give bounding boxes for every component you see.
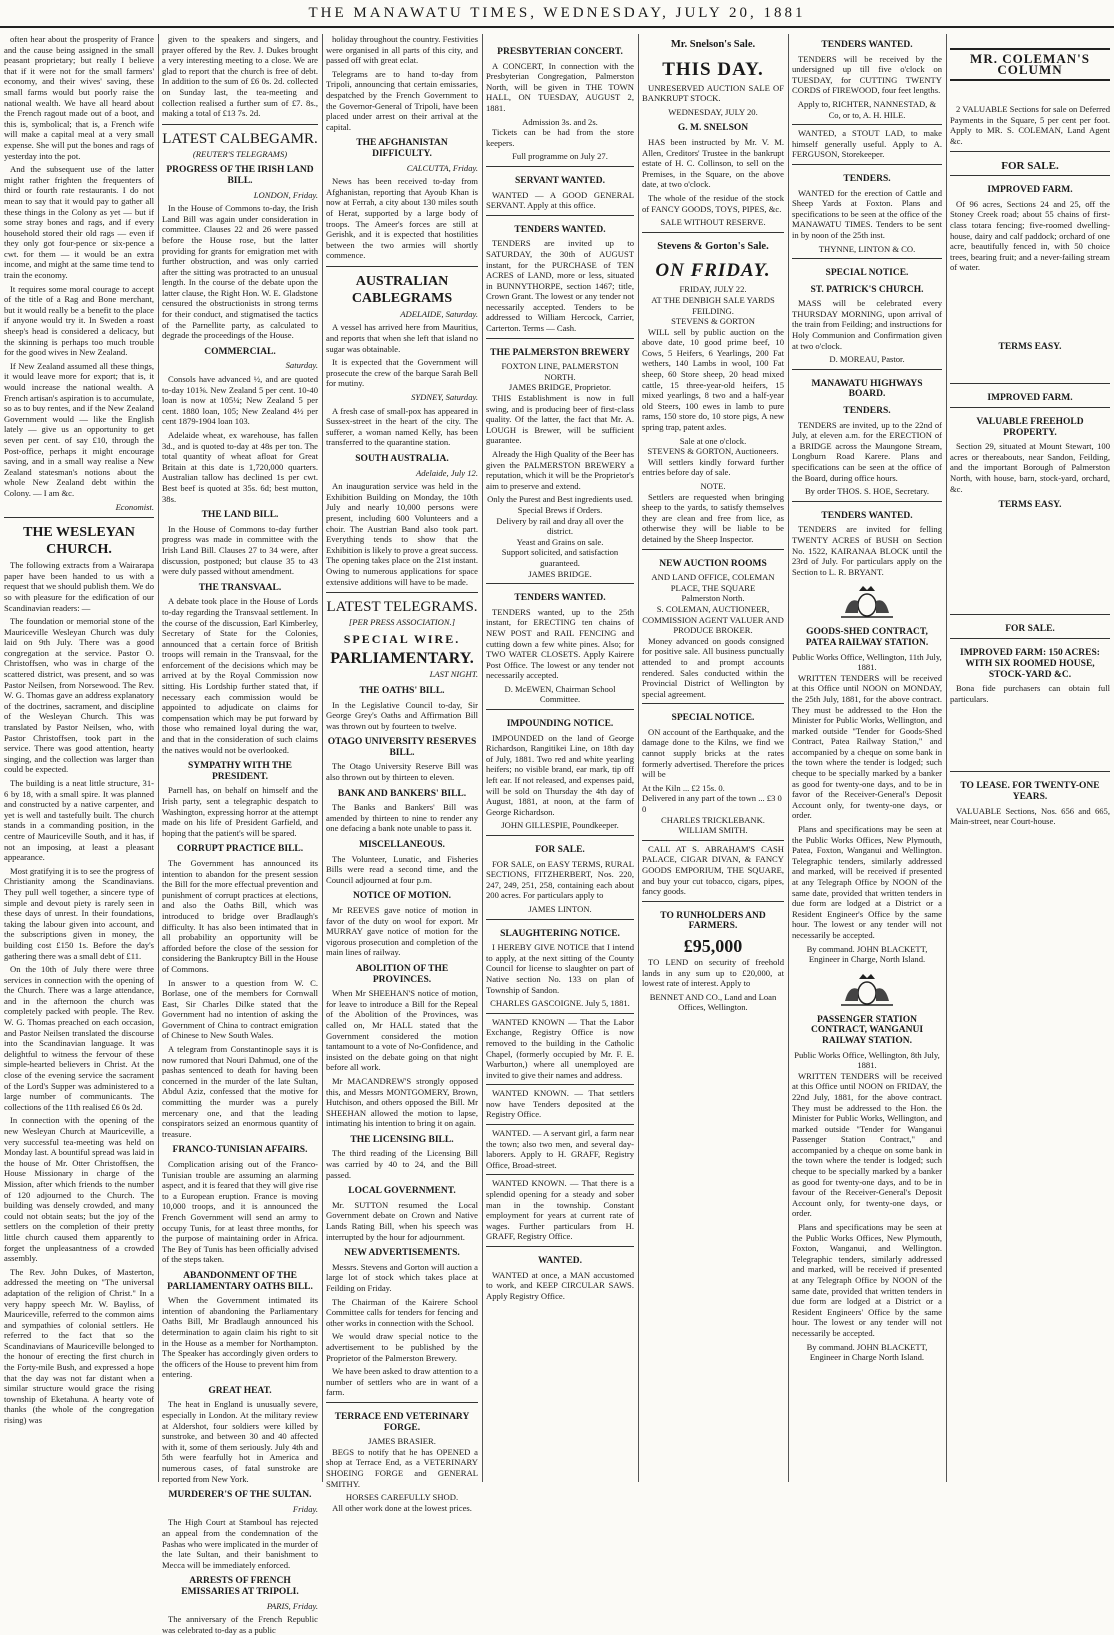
- ad-text: IMPOUNDED on the land of George Richardson, Rangitikei Line, on 18th day of July, 1881. Two red and white yearling heifers; no visible brand, ear mark, tip off left ear. If not released, and expenses paid, will be sold on Thursday the 4th day of August, 1881, at noon, at the farm of George Richardson.: [486, 732, 634, 817]
- ad-text: Admission 3s. and 2s.: [522, 116, 598, 127]
- advertisement: [950, 638, 1110, 767]
- subheading: [PER PRESS ASSOCIATION.]: [348, 617, 456, 628]
- ad-text: Full programme on July 27.: [512, 151, 608, 162]
- ad-text: JAMES LINTON.: [528, 903, 592, 914]
- article-paragraph: Consols have advanced ½, and are quoted to-day 101⅝. New Zealand 5 per cent. 10-40 loan is now at 105¼; New Zealand 5 per cent. 1880 loan, 105; New Zealand 4½ per cent 1879-1904 loan 103.: [162, 374, 318, 427]
- ad-text: WRITTEN TENDERS will be received at this Office until NOON on MONDAY, the 25th July, 1881, for the above contract. They must be addressed to the Hon the Minister for Public Works, Wellington, and marked outside "Tender for Goods-Shed Contract, Patea Railway Station," and accompanied by a cheque on some bank in the town where the tender is lodged; such cheque to be specially marked by a banker as good for twenty-one days, and to be in favor of the Receiver-General's Deposit Account only, for twenty-one days, or order.: [792, 672, 942, 821]
- ad-text: AT THE DENBIGH SALE YARDS FEILDING.: [651, 294, 775, 316]
- advertisement: [642, 549, 784, 700]
- ad-heading: SPECIAL NOTICE.: [825, 268, 909, 279]
- ad-text: HAS been instructed by Mr. V. M. Allen, Creditors' Trustee in the bankrupt estate of H. C. Collinson, to sell on the Premises, in the Square, on the above date, at two o'clock.: [642, 136, 784, 190]
- advertisement: [950, 175, 1110, 352]
- ad-heading: IMPROVED FARM: 150 ACRES: WITH SIX ROOMED HOUSE, STOCK-YARD &C.: [960, 648, 1100, 680]
- article-paragraph: given to the speakers and singers, and prayer offered by the Rev. J. Dukes brought a very interesting meeting to a close. We are glad to report that the church is free of debt. In addition to the sum of £6 0s. 2d. collected on Sunday last, the tea-meeting and collection realised a further sum of £7. 8s., making a total of £13 7s. 2d.: [162, 34, 318, 119]
- article-heading: SYMPATHY WITH THE PRESIDENT.: [188, 761, 292, 782]
- column-7: [950, 34, 1110, 1482]
- article-heading: BANK AND BANKERS' BILL.: [337, 788, 467, 799]
- ad-heading: TERMS EASY.: [998, 500, 1062, 511]
- ad-text: All other work done at the lowest prices.: [332, 1502, 472, 1513]
- ad-heading: TERRACE END VETERINARY FORGE.: [334, 1411, 470, 1433]
- ad-text: Support solicited, and satisfaction guaranteed.: [501, 547, 619, 568]
- ad-text: Only the Purest and Best ingredients used.: [487, 494, 633, 505]
- ad-text: Section 29, situated at Mount Stewart, 100 acres or thereabouts, near Sandon, Feilding, and the important Borough of Palmerston North, with house, barn, stock-yard, orchard, &c.: [950, 441, 1110, 494]
- section-heading: AUSTRALIAN CABLEGRAMS: [351, 273, 453, 306]
- ad-text: WANTED at once, a MAN accustomed to work, and KEEP CIRCULAR SAWS. Apply Registry Office.: [486, 1269, 634, 1301]
- signature: Economist.: [115, 501, 154, 512]
- dateline: Adelaide, July 12.: [415, 467, 478, 478]
- article-paragraph: On the 10th of July there were three services in connection with the opening of the Church. There was a large attendance, and in the afternoon the church was completely packed with people. The Rev. W. G. Thomas preached on each occasion, and Pastor Neilsen translated the discourse into the Scandinavian language. It was delightful to witness the fervour of these simple-hearted believers in Christ. At the close of the evening service the sacrament of the Lord's Supper was administered to a large number of communicants. The collections of the 11th realised £6 0s 2d.: [4, 964, 154, 1112]
- column-divider: [482, 34, 483, 1482]
- article-paragraph: The Otago University Reserve Bill was also thrown out by thirteen to eleven.: [326, 761, 478, 783]
- article-heading: THE LAND BILL.: [201, 510, 279, 521]
- ad-text: Delivery by rail and dray all over the district.: [496, 515, 624, 537]
- ad-heading: PASSENGER STATION CONTRACT, WANGANUI RAILWAY STATION.: [810, 1014, 924, 1046]
- column-divider: [322, 34, 323, 1482]
- ad-heading: IMPOUNDING NOTICE.: [506, 719, 614, 730]
- ad-text: Of 96 acres, Sections 24 and 25, off the Stoney Creek road; about 55 chains of first-class totara fencing; five-roomed dwelling-house, dairy and calf paddock; orchard of one acre, beautifully fenced in, with 50 choice trees, bearing fruit; and a never-failing stream of water.: [950, 198, 1110, 273]
- article-paragraph: Telegrams are to hand to-day from Tripoli, announcing that certain emissaries, despatched by the French Government to the Governor-General of Tripoli, have been placed under arrest on their arrival at the capital.: [326, 68, 478, 132]
- article-paragraph: Mr. SUTTON resumed the Local Government debate on Crown and Native Lands Rating Bill, when his speech was interrupted by the hour for adjournment.: [326, 1199, 478, 1242]
- advertisement: [950, 614, 1110, 635]
- article-paragraph: The following extracts from a Wairarapa paper have been handed to us with a request that we should publish them. We do so with pleasure for the edification of our Scandinavian readers: —: [4, 560, 154, 613]
- ad-heading: WANTED.: [537, 1256, 583, 1266]
- ad-heading: Mr. Snelson's Sale.: [670, 39, 756, 50]
- ad-heading: TENDERS WANTED.: [821, 40, 913, 50]
- ad-text: D. MOREAU, Pastor.: [829, 354, 905, 365]
- ad-heading: TENDERS.: [843, 406, 891, 417]
- ad-text: Already the High Quality of the Beer has given the PALMERSTON BREWERY a reputation, which it will be the Proprietor's aim to preserve and extend.: [486, 449, 634, 491]
- ad-heading: TENDERS.: [843, 173, 891, 184]
- ad-text: Palmerston North.: [681, 593, 745, 604]
- column-divider: [158, 34, 159, 1482]
- advertisement: [642, 703, 784, 836]
- dateline: LAST NIGHT.: [429, 669, 478, 680]
- ad-text: CHARLES TRICKLEBANK. WILLIAM SMITH.: [661, 814, 765, 836]
- column-divider: [788, 34, 789, 1482]
- advertisement: [486, 38, 634, 162]
- ad-text: NOTE.: [700, 481, 726, 491]
- ad-heading: TO LEASE. FOR TWENTY-ONE YEARS.: [960, 781, 1100, 802]
- ad-text: A CONCERT, In connection with the Presbyterian Congregation, Palmerston North, will be given in THE TOWN HALL, ON TUESDAY, AUGUST 2, 1881.: [486, 60, 634, 113]
- ad-text: WRITTEN TENDERS will be received at this Office until NOON on FRIDAY, the 22nd July, 1881, for the above contract. They must be addressed to the Hon. the Minister for Public Works, Wellington, and marked outside "Tender for Wanganui Passenger Station Contract," and accompanied by a cheque on some bank in the town where the tender is lodged; such cheque to be specially marked by a banker as good for twenty-one days, and to be in favour of the Receiver-General's Deposit Account only, for twenty-one days, or order.: [792, 1070, 942, 1219]
- advertisement: [486, 338, 634, 579]
- article-paragraph: The Government has announced its intention to abandon for the present session the Bill for the more effectual prevention and punishment of corrupt practices at elections, and also the Oaths Bill, which was introduced to bridge over Bradlaugh's difficulty. It has also been intimated that in all probability an opportunity will be afforded before the close of the session for considering the Bankruptcy Bill in the House of Commons.: [162, 857, 318, 974]
- ad-text: BENNET AND CO., Land and Loan Offices, Wellington.: [649, 991, 777, 1013]
- divider: [326, 592, 478, 593]
- ad-heading: VALUABLE FREEHOLD PROPERTY.: [976, 417, 1084, 438]
- section-heading: THE WESLEYAN CHURCH.: [23, 525, 135, 558]
- ad-heading: Stevens & Gorton's Sale.: [657, 240, 769, 252]
- article-heading: NEW ADVERTISEMENTS.: [344, 1248, 460, 1259]
- advertisement: [950, 383, 1110, 404]
- article-paragraph: News has been received to-day from Afghanistan, reporting that Ayoub Khan is now at Ferrah, a city about 130 miles south of Herat, supported by a large body of troops. The Ameer's forces are still at Gerishk, and it is expected that hostilities between the two armies will shortly commence.: [326, 176, 478, 261]
- article-paragraph: When Mr SHEEHAN'S notice of motion, for leave to introduce a Bill for the Repeal of the Abolition of the Provinces, was called on, Mr HALL stated that the Government considered the motion tantamount to a vote of No-Confidence, and insisted on the debate going on that night before all work.: [326, 988, 478, 1073]
- dateline: ADELAIDE, Saturday.: [400, 308, 478, 319]
- ad-text: Special Brews if Orders.: [517, 504, 603, 515]
- advertisement: [642, 840, 784, 897]
- ad-text: Apply to, RICHTER, NANNESTAD, & Co, or to, A. H. HILE.: [797, 98, 937, 120]
- ad-text: VALUABLE Sections, Nos. 656 and 665, Main-street, near Court-house.: [950, 805, 1110, 827]
- ad-text: BEGS to notify that he has OPENED a shop at Terrace End, as a VETERINARY SHOEING FORGE and GENERAL SMITHY.: [326, 1446, 478, 1489]
- section-heading: LATEST CALBEGAMR.: [162, 130, 318, 147]
- article-paragraph: It is expected that the Government will prosecute the crew of the barque Sarah Bell for mutiny.: [326, 357, 478, 389]
- ad-text: Settlers are requested when bringing sheep to the yards, to satisfy themselves they are clean and free from lice, as otherwise they will be liable to be detained by the Sheep Inspector.: [642, 491, 784, 544]
- article-paragraph: In the House of Commons to-day further progress was made in committee with the Irish Land Bill. Clauses 27 to 34 were, after discussion, postponed; but clause 35 to 43 were duly passed without amendment.: [162, 523, 318, 577]
- dateline: Friday.: [292, 1503, 318, 1514]
- article-paragraph: The heat in England is unusually severe, especially in London. At the military review at Aldershot, four soldiers were killed by sunstroke, and between 30 and 40 affected with it, some of them seriously. July 4th and 5th were fearfully hot in America and numerous cases, of fatal sunstroke are reported from New York.: [162, 1399, 318, 1484]
- ad-text: Delivered in any part of the town ... £3 0 0: [642, 793, 782, 815]
- advertisement: [642, 901, 784, 1013]
- article-paragraph: The foundation or memorial stone of the Mauriceville Wesleyan Church was duly laid on 9th July. There was a good congregation at the service. Pastor O. Christoffsen, who was in charge of the scattered district, was present, and so was Pastor Neilsen, from Norsewood. The Rev. W. G. Thomas gave an address explanatory of the doctrines, sacrament, and discipline of the Wesleyan Church. This was translated by Pastor Neilsen, who, with Pastor Christoffsen, took part in the service. There was good attention, hearty singing, and the collection was larger than could be expected.: [4, 616, 154, 775]
- ad-text: WANTED for the erection of Cattle and Sheep Yards at Foxton. Plans and specifications to be seen at the office of the MANAWATU TIMES. Tenders to be sent in by noon of the 25th inst.: [792, 187, 942, 240]
- ad-text: Public Works Office, Wellington, 11th July, 1881.: [792, 651, 942, 673]
- article-heading: THE OATHS' BILL.: [359, 685, 445, 696]
- ad-heading: SPECIAL NOTICE.: [671, 713, 755, 724]
- article-paragraph: In the Legislative Council to-day, Sir George Grey's Oaths and Affirmation Bill was thrown out by fourteen to twelve.: [326, 699, 478, 731]
- advertisement: [486, 583, 634, 705]
- advertisement: [950, 771, 1110, 826]
- article-paragraph: If New Zealand assumed all these things, it would leave more for export; that is, it would increase the national wealth. A French artisan's aspiration is to accumulate, so as to buy rentes, and if the New Zealand Government would — like the English lately — give us an opportunity to get seven per cent. of say £10, through the Post-office, perhaps it might encourage saving, and in a small way realise a New Zealand statesman's notions about the whole New Zealand debt within the Colony. — I am &c.: [4, 360, 154, 498]
- article-heading: FRANCO-TUNISIAN AFFAIRS.: [172, 1145, 308, 1156]
- ad-text: Plans and specifications may be seen at the Public Works Offices, New Plymouth, Foxton, Wanganui, and Wellington. Telegraphic tenders, similarly addressed and marked, will be received if presented at any Telegraph Office by NOON of the same date, provided that written tenders in due form are lodged at a District or a Resident Engineers' Office by the same hour. The lowest or any tender will not necessarily be accepted.: [792, 1222, 942, 1338]
- article-heading: GREAT HEAT.: [208, 1385, 272, 1396]
- advertisement: [792, 124, 942, 160]
- ad-text: S. COLEMAN, AUCTIONEER, COMMISSION AGENT VALUER AND PRODUCE BROKER.: [642, 603, 784, 636]
- advertisement: [486, 1174, 634, 1242]
- advertisement: [792, 164, 942, 254]
- column-divider: [946, 34, 947, 1482]
- advertisement: [792, 501, 942, 578]
- ad-text: AND LAND OFFICE, COLEMAN PLACE, THE SQUARE: [651, 572, 775, 593]
- ad-text: THYNNE, LINTON & CO.: [818, 243, 916, 254]
- column-4: [486, 34, 634, 1482]
- dateline: PARIS, Friday.: [266, 1600, 318, 1611]
- ad-text: WANTED KNOWN — That the Labor Exchange, Registry Office is now removed to the building in the Catholic Chapel, (formerly occupied by Mr. F. E. Warburton,) where all unemployed are invited to give their names and address.: [486, 1016, 634, 1080]
- ad-text: HORSES CAREFULLY SHOD.: [345, 1492, 459, 1503]
- article-paragraph: often hear about the prosperity of France and the cause being assigned in the small peasant proprietary; but really I believe that if it were not for the small farmers' economy, and their wives' saving, these small farms would but poorly raise the national wealth. We have all heard about the French ragout made out of a boot, and this is, symbolical; that is, a French wife will make a capital meal at a very small expense. She will put the bones and rags of yesterday into the pot.: [4, 34, 154, 161]
- ad-text: Public Works Office, Wellington, 8th July, 1881.: [794, 1049, 940, 1071]
- ad-text: At the Kiln ... £2 15s. 0.: [642, 782, 725, 793]
- article-paragraph: And the subsequent use of the latter might rather frighten the frequenters of third or fourth rate restaurants. I do not mean to say that it would pay to gather all these things in the Colony as yet — but if some stray bones and rags, and if every household stored their old rags — even if they only got four-pence or six-pence a cwt. for them — it would be an extra income, and might at the same time tend to train the economy.: [4, 164, 154, 281]
- divider: [326, 266, 478, 267]
- ad-heading: NEW AUCTION ROOMS: [659, 558, 767, 569]
- royal-crest-icon: [792, 583, 942, 621]
- ad-heading: FOR SALE.: [1005, 623, 1055, 634]
- column-3: [326, 34, 478, 1513]
- ad-text: WILL sell by public auction on the above date, 10 good prime beef, 10 Cows, 5 Heifers, 6 Yearlings, 200 Fat wethers, 140 Lambs in wool, 100 Fat sheep, 60 Store sheep, 20 head mixed cattle, 15 three-year-old heifers, 15 mixed yearlings, 8 two and a half-year old Steers, 100 ewes in lamb to pure rams, 150 store do, 10 store pigs, A new spring trap, patent axles.: [642, 326, 784, 433]
- article-paragraph: A vessel has arrived here from Mauritius, and reports that when she left that island no sugar was obtainable.: [326, 322, 478, 354]
- ad-text: TENDERS are invited up to SATURDAY, the 30th of AUGUST instant, for the PURCHASE of TEN ACRES of LAND, more or less, situated in BUNNYTHORPE, section 1467; title, Crown Grant. The lowest or any tender not necessarily accepted. Tenders to be addressed to William Hercock, Carrier, Carterton. Terms — Cash.: [486, 238, 634, 334]
- masthead: THE MANAWATU TIMES, WEDNESDAY, JULY 20, 1881: [0, 0, 1114, 28]
- ad-heading: IMPROVED FARM.: [987, 392, 1073, 403]
- article-heading: NOTICE OF MOTION.: [352, 891, 452, 902]
- ad-heading: SERVANT WANTED.: [515, 175, 605, 186]
- ad-text: STEVENS & GORTON, Auctioneers.: [647, 446, 779, 457]
- ad-text: FOXTON LINE, PALMERSTON NORTH.: [501, 361, 619, 382]
- ad-text: CHARLES GASCOIGNE. July 5, 1881.: [490, 998, 630, 1009]
- ad-text: STEVENS & GORTON: [671, 316, 755, 327]
- section-heading: PARLIAMENTARY.: [330, 650, 474, 668]
- section-heading: LATEST TELEGRAMS.: [326, 599, 478, 616]
- advertisement: [950, 151, 1110, 172]
- article-paragraph: The Rev. John Dukes, of Masterton, addressed the meeting on "The universal adaptation of the religion of Christ." In a very happy speech Mr. W. Bayliss, of Mauriceville, referred to the common aims and sympathies of colonial settlers. He referred to the fact that so the Scandinavians of Mauriceville belonged to the honour of erecting the first church in the Forty-mile Bush, and expressed a hope that the day was not far distant when a similar structure would grace the rising township of Eketahuna. A hearty vote of thanks (the whole of the congregation rising) was: [4, 1266, 154, 1426]
- ad-heading: TENDERS WANTED.: [821, 510, 913, 521]
- ad-text: Bona fide purchasers can obtain full particulars.: [950, 683, 1110, 704]
- ad-text: TENDERS will be received by the undersigned up till five o'clock on TUESDAY, for CUTTING TWENTY CORDS of FIREWOOD, four feet lengths.: [792, 53, 942, 96]
- article-paragraph: A telegram from Constantinople says it is now rumored that Nouri Dahmud, one of the pashas sentenced to death for having been concerned in the murder of the late Sultan, Abdul Aziz, confessed that the motive for committing the murder was a purely mercenary one, and that the leading conspirators seized an enormous quantity of treasure.: [162, 1044, 318, 1139]
- article-heading: COMMERCIAL.: [204, 346, 276, 357]
- ad-text: WANTED KNOWN. — That settlers now have Tenders deposited at the Registry Office.: [486, 1088, 634, 1120]
- advertisement: [642, 232, 784, 545]
- ad-heading: PRESBYTERIAN CONCERT.: [497, 47, 623, 57]
- ad-text: Will settlers kindly forward further entries before day of sale.: [642, 456, 784, 478]
- ad-text: JAMES BRIDGE.: [528, 568, 592, 579]
- ad-heading: TO RUNHOLDERS AND FARMERS.: [660, 910, 766, 932]
- ad-text: WANTED. — A servant girl, a farm near the town; also two men, and several day-laborers. Apply to H. GRAFF, Registry Office, Broad-street.: [486, 1128, 634, 1170]
- ad-text: D. McEWEN, Chairman School Committee.: [504, 683, 616, 705]
- ad-heading: SLAUGHTERING NOTICE.: [500, 928, 620, 939]
- ad-text: Sale at one o'clock.: [679, 435, 747, 446]
- column-5: [642, 34, 784, 1482]
- article-paragraph: We would draw special notice to the advertisement to be published by the Proprietor of the Palmerston Brewery.: [326, 1331, 478, 1363]
- ad-text: TO LEND on security of freehold lands in any sum up to £20,000, at lowest rate of interest. Apply to: [642, 956, 784, 989]
- ad-heading: ST. PATRICK'S CHURCH.: [810, 284, 924, 295]
- advertisement: [792, 258, 942, 365]
- article-heading: OTAGO UNIVERSITY RESERVES BILL.: [327, 737, 477, 758]
- article-paragraph: It requires some moral courage to accept of the title of a Rag and Bone merchant, but it would really be a benefit to the place if anyone would try it. In Sweden a roast sheep's head is considered a delicacy, but the skinning is perhaps too much trouble for the good wives in New Zealand.: [4, 283, 154, 358]
- article-paragraph: The High Court at Stamboul has rejected an appeal from the condemnation of the Pashas who were implicated in the murder of the late Sultan, and their banishment to Mecca will be immediately enforced.: [162, 1517, 318, 1570]
- ad-heading: TENDERS WANTED.: [514, 593, 606, 604]
- ad-heading: THE PALMERSTON BREWERY: [490, 347, 630, 358]
- article-paragraph: Most gratifying it is to see the progress of Christianity among the Scandinavians. They pull well together, a sincere type of simple and devout piety is rarely seen in these days of unrest. In their foundations, taking the labour given into account, and the subscriptions given in money, the building cost £150 1s. Before the day's gathering there was a small debt of £11.: [4, 865, 154, 961]
- column-2: [162, 34, 318, 1635]
- article-paragraph: Messrs. Stevens and Gorton will auction a large lot of stock which takes place at Feilding on Friday.: [326, 1261, 478, 1293]
- advertisement: [486, 835, 634, 915]
- royal-crest-icon: [792, 971, 942, 1009]
- article-paragraph: A fresh case of small-pox has appeared in Sussex-street in the heart of the city. The sufferer, a woman named Kelly, has been transferred to the quarantine station.: [326, 405, 478, 448]
- article-paragraph: holiday throughout the country. Festivities were organised in all parts of this city, and passed off with great eclat.: [326, 34, 478, 66]
- section-heading: SPECIAL WIRE.: [343, 631, 461, 646]
- article-heading: LOCAL GOVERNMENT.: [348, 1186, 456, 1197]
- advertisement: [792, 369, 942, 497]
- divider: [162, 124, 318, 125]
- ad-text: UNRESERVED AUCTION SALE OF BANKRUPT STOCK.: [642, 82, 784, 104]
- dateline: CALCUTTA, Friday.: [406, 162, 478, 173]
- advertisement: [486, 1124, 634, 1170]
- ad-text: JOHN GILLESPIE, Poundkeeper.: [501, 820, 619, 831]
- ad-heading: FOR SALE.: [1001, 159, 1059, 172]
- article-paragraph: In answer to a question from W. C. Borlase, one of the members for Cornwall East, Sir Charles Dilke stated that the Government had no intention of asking the Government of China to contract emigration of Chinese to New South Wales.: [162, 977, 318, 1041]
- article-paragraph: In connection with the opening of the new Wesleyan Church at Mauriceville, a very successful tea-meeting was held on Monday last. A bountiful spread was laid in the house of Mr. Otter Christoffsen, the House Missionary in charge of the Mission, after which friends to the number of 120 adjourned to the Church. The building was densely crowded, and many could not obtain seats; but the joy of the settlers on the completion of their pretty little church caused them apparently to forget the unpleasantness of a crowded assembly.: [4, 1115, 154, 1264]
- advertisement: [486, 215, 634, 334]
- column-6: [792, 34, 942, 1482]
- ad-text: Plans and specifications may be seen at the Public Works Offices, New Plymouth, Patea, Foxton, Wanganui and Wellington. Telegraphic tenders, similarly addressed and marked, will be received if presented at any Telegraph Office by NOON of the same date, provided that written tenders in due form are lodged at a District or a Resident Engineer's Office by the same hour. The lowest or any tender will not necessarily be accepted.: [792, 824, 942, 940]
- ad-name: G. M. SNELSON: [677, 123, 749, 134]
- ad-name: JAMES BRASIER.: [368, 1436, 436, 1447]
- article-paragraph: The third reading of the Licensing Bill was carried by 40 to 24, and the Bill passed.: [326, 1148, 478, 1180]
- article-paragraph: The anniversary of the French Republic was celebrated to-day as a public: [162, 1614, 318, 1635]
- ad-text: CALL AT S. ABRAHAM'S CASH PALACE, CIGAR DIVAN, & FANCY GOODS EMPORIUM, THE SQUARE, and buy your cut tobacco, cigars, pipes, fancy goods.: [642, 843, 784, 897]
- ad-text: By command. JOHN BLACKETT, Engineer in Charge, North Island.: [806, 943, 928, 965]
- advertisement: [486, 1246, 634, 1301]
- ad-heading: MANAWATU HIGHWAYS BOARD.: [811, 378, 923, 400]
- dateline: LONDON, Friday.: [253, 189, 318, 200]
- advertisement: [486, 709, 634, 831]
- ad-heading: IMPROVED FARM.: [987, 185, 1073, 196]
- article-paragraph: The Volunteer, Lunatic, and Fisheries Bills were read a second time, and the Council adjourned at four p.m.: [326, 853, 478, 885]
- ad-display-heading: THIS DAY.: [662, 58, 764, 80]
- subheading: (REUTER'S TELEGRAMS): [192, 148, 288, 159]
- ad-text: THIS Establishment is now in full swing, and is producing beer of first-class quality. Of the latter, the fact that Mr. A. LOUGH is Brewer, will be sufficient guarantee.: [486, 393, 634, 446]
- article-heading: THE LICENSING BILL.: [350, 1134, 454, 1145]
- ad-text: WANTED — A GOOD GENERAL SERVANT. Apply at this office.: [486, 189, 634, 211]
- ad-display-heading: £95,000: [683, 935, 743, 956]
- article-paragraph: A debate took place in the House of Lords to-day regarding the Transvaal settlement. In the course of the discussion, Earl Kimberley, Secretary of State for the Colonies, announced that a certain force of British troops will remain in the Transvaal, for the enforcement of the decisions which may be arrived at by the Royal Commission now sitting. His Lordship further stated that, if necessary each commission would be appointed to adjudicate on claims for compensation which may be put forward by those who remained loyal during the war, and that in the consideration of such claims the natives would not be overlooked.: [162, 596, 318, 755]
- article-paragraph: Mr REEVES gave notice of motion in favor of the duty on wool for export. Mr MURRAY gave notice of motion for the vigorous prosecution and completion of the main lines of railway.: [326, 905, 478, 958]
- article-heading: PROGRESS OF THE IRISH LAND BILL.: [166, 165, 314, 186]
- article-heading: SOUTH AUSTRALIA.: [355, 454, 449, 464]
- article-heading: CORRUPT PRACTICE BILL.: [176, 844, 304, 855]
- article-heading: THE AFGHANISTAN DIFFICULTY.: [356, 138, 448, 159]
- article-heading: ARRESTS OF FRENCH EMISSARIES AT TRIPOLI.: [181, 1576, 299, 1597]
- article-heading: MURDERER'S OF THE SULTAN.: [168, 1490, 312, 1501]
- article-paragraph: Mr MACANDREW'S strongly opposed this, and Messrs MONTGOMERY, Brown, Hutchison, and others opposed the Bill. Mr SHEEHAN allowed the motion to lapse, intimating his intention to bring it on again.: [326, 1075, 478, 1129]
- ad-text: Tickets can be had from the store keepers.: [486, 127, 634, 148]
- article-paragraph: Complication arising out of the Franco-Tunisian trouble are assuming an alarming aspect, and it is feared that they will give rise to a European eruption. France is moving 10,000 troops, and it is announced the French Government will send an army to occupy Tunis, for at least three months, for the purpose of maintaining order in Africa. The Bey of Tunis has been officially advised of the steps taken.: [162, 1159, 318, 1265]
- ad-text: ON account of the Earthquake, and the damage done to the Kilns, we find we cannot supply bricks at the rates formerly advertised. Therefore the prices will be: [642, 726, 784, 780]
- column-title: MR. COLEMAN'S COLUMN: [950, 48, 1110, 81]
- article-heading: MISCELLANEOUS.: [359, 840, 445, 851]
- article-paragraph: We have been asked to draw attention to a number of settlers who are in want of a farm.: [326, 1366, 478, 1398]
- article-paragraph: When the Government intimated its intention of abandoning the Parliamentary Oaths Bill, Mr Bradlaugh announced his determination to again claim his right to sit in the House as a member for Northampton. The Speaker has accordingly given orders to the officers of the House to prevent him from entering.: [162, 1295, 318, 1380]
- ad-heading: TERMS EASY.: [998, 341, 1062, 352]
- article-paragraph: An inauguration service was held in the Exhibition Building on Monday, the 10th July and nearly 10,000 persons were present, including 600 Volunteers and a choir. The Austrian Band also took part. Everything tends to show that the Exhibition is likely to prove a great success. The opening takes place on the 21st instant. Owing to numerous applications for space extensive additions will have to be made.: [326, 481, 478, 587]
- ad-text: TENDERS are invited for felling TWENTY ACRES of BUSH on Section No. 1522, KAIRANAA BLOCK until the 23rd of July. For particulars apply on the Section to L. R. BRYANT.: [792, 524, 942, 577]
- article-heading: ABOLITION OF THE PROVINCES.: [355, 963, 449, 985]
- ad-display-heading: ON FRIDAY.: [655, 260, 771, 282]
- ad-text: 2 VALUABLE Sections for sale on Deferred Payments in the Square, 5 per cent per foot. Apply to MR. S. COLEMAN, Land Agent &c.: [950, 104, 1110, 146]
- article-paragraph: In the House of Commons to-day, the Irish Land Bill was again under consideration in committee. Clauses 22 and 26 were passed before the House rose, but the latter providing for grants for emigration met with further obstruction, and was only carried after the sitting was protracted to an unusual length. In the course of the debate upon the latter clause, the Right Hon. W. E. Gladstone censured the obstructionists in strong terms for their conduct, and stigmatised the tactics of the Parnellite party, as calculated to degrade the proceedings of the House.: [162, 203, 318, 341]
- ad-text: FRIDAY, JULY 22.: [679, 284, 747, 295]
- ad-text: WEDNESDAY, JULY 20.: [668, 106, 758, 117]
- dateline: Saturday.: [285, 360, 318, 371]
- column-divider: [638, 34, 639, 1482]
- ad-text: TENDERS are invited, up to the 22nd of July, at eleven a.m. for the ERECTION of a BRIDGE across the Maungone Stream, Longburn Road Karere. Plans and specifications can be seen at the office of the Board, during office hours.: [792, 419, 942, 483]
- article-paragraph: The Chairman of the Kairere School Committee calls for tenders for fencing and other works in connection with the School.: [326, 1296, 478, 1328]
- ad-text: By command. JOHN BLACKETT, Engineer in Charge North Island.: [806, 1341, 928, 1363]
- ad-text: SALE WITHOUT RESERVE.: [660, 217, 766, 228]
- article-paragraph: The building is a neat little structure, 31-6 by 18, with a small spire. It was planned and constructed by a native carpenter, and yet is well and tastefully built. The church stands in a commanding position, in the centre of Mauriceville South, and it has, if not an imposing, at least a pleasant appearance.: [4, 778, 154, 863]
- divider: [4, 517, 154, 518]
- ad-text: WANTED KNOWN. — That there is a splendid opening for a steady and sober man in the township. Constant employment for years at current rate of wages. Further particulars from H. GRAFF, Registry Office.: [486, 1178, 634, 1242]
- article-heading: ABANDONMENT OF THE PARLIAMENTARY OATHS BILL.: [167, 1270, 313, 1292]
- article-paragraph: Adelaide wheat, ex warehouse, has fallen 3d., and is quoted to-day at 48s per ton. The total quantity of wheat afloat for Great Britain at this date is 1,720,000 quarters. Australian tallow has declined 1s per cwt. Best beef is quoted at 35s. 6d; best mutton, 38s.: [162, 430, 318, 504]
- advertisement: [486, 1013, 634, 1081]
- ad-heading: FOR SALE.: [535, 845, 585, 855]
- ad-text: Money advanced on goods consigned for positive sale. All business punctually attended to and prompt accounts rendered. Sales conducted within the Provincial District of Wellington by special agreement.: [642, 635, 784, 699]
- article-paragraph: The Banks and Bankers' Bill was amended by thirteen to nine to render any one defacing a bank note unable to pass it.: [326, 802, 478, 834]
- article-paragraph: Parnell has, on behalf on himself and the Irish party, sent a telegraphic despatch to Washington, expressing horror at the attempt made on his life of President Garfield, and hoping that the patient's will be spared.: [162, 785, 318, 838]
- ad-text: By order THOS. S. HOE, Secretary.: [804, 486, 930, 497]
- ad-text: FOR SALE, on EASY TERMS, RURAL SECTIONS, FITZHERBERT, Nos. 220, 247, 249, 251, 258, containing each about 200 acres. For particulars apply to: [486, 858, 634, 901]
- ad-heading: TENDERS WANTED.: [514, 224, 606, 235]
- ad-heading: GOODS-SHED CONTRACT, PATEA RAILWAY STATION.: [805, 627, 929, 648]
- advertisement: [486, 919, 634, 1009]
- advertisement: [950, 407, 1110, 574]
- article-heading: THE TRANSVAAL.: [198, 582, 282, 593]
- advertisement: [486, 1084, 634, 1120]
- ad-text: TENDERS wanted, up to the 25th instant, for ERECTING ten chains of NEW POST and RAIL FENCING and cutting down a few white pines. Also; for TWO WATER CLOSETS. Apply Kairere Post Office. The lowest or any tender not necessarily accepted.: [486, 606, 634, 681]
- advertisement: [486, 166, 634, 211]
- ad-text: Yeast and Grains on sale.: [516, 536, 604, 547]
- ad-text: JAMES BRIDGE, Proprietor.: [508, 382, 612, 393]
- ad-text: MASS will be celebrated every THURSDAY MORNING, upon arrival of the train from Feilding; and instructions for Holy Communion and Confirmation given at two o'clock.: [792, 298, 942, 351]
- column-1: [4, 34, 154, 1482]
- ad-text: WANTED, a STOUT LAD, to make himself generally useful. Apply to A. FERGUSON, Storekeeper.: [792, 128, 942, 160]
- ad-text: The whole of the residue of the stock of FANCY GOODS, TOYS, PIPES, &c.: [642, 192, 784, 214]
- dateline: SYDNEY, Saturday.: [411, 392, 478, 403]
- advertisement: [326, 1402, 478, 1513]
- ad-text: I HEREBY GIVE NOTICE that I intend to apply, at the next sitting of the County Council for license to slaughter on part of Native section No. 133 on plan of Township of Sandon.: [486, 942, 634, 995]
